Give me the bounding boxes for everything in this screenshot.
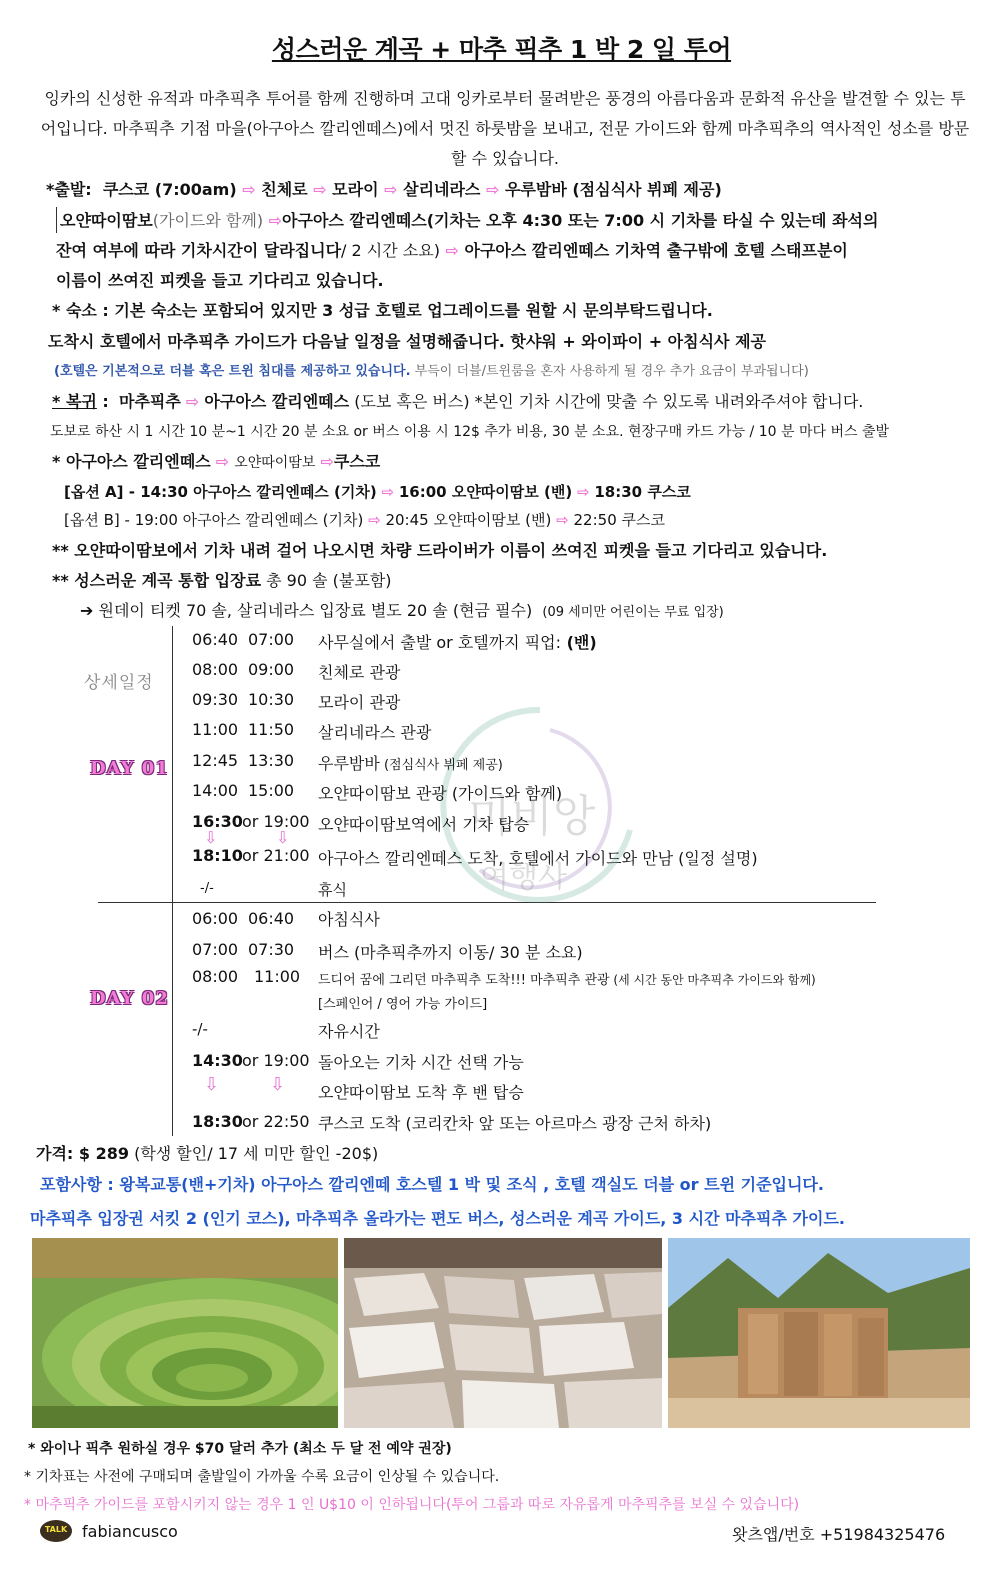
kakao-badge-text: TALK [44, 1525, 68, 1534]
route-aguas: * 아구아스 깔리엔떼스 [52, 452, 211, 471]
arrow-right-icon: ⇨ [381, 483, 395, 501]
watermark-text-1: 미비앙 [468, 791, 596, 842]
price-label: 가격: $ 289 [36, 1144, 129, 1163]
entrance-fee-note [52, 568, 392, 591]
arrow-right-icon: ⇨ [368, 511, 381, 529]
arrow-right-icon: ⇨ [384, 180, 398, 199]
down-arrow-icon: ⇩ [204, 1074, 220, 1095]
d1-time-end: 10:30 [248, 690, 295, 709]
watermark-text-2: 여행사 [480, 860, 567, 895]
d2-time-end: 07:30 [248, 940, 295, 959]
salineras-photo [344, 1238, 662, 1428]
train-note: 아구아스 깔리엔떼스(기차는 오후 4:30 또는 7:00 시 기차를 타실 수 있는데 좌석의 [282, 211, 879, 230]
d2-desc [318, 969, 816, 988]
schedule-title: 상세일정 [84, 673, 154, 693]
lodging-line-1: * 숙소 : 기본 숙소는 포함되어 있지만 3 성급 호텔로 업그레이드를 원할 시 문의부탁드립니다. [52, 301, 713, 320]
guide-discount-note: * 마추픽추 가이드를 포함시키지 않는 경우 1 인 U$10 이 인하됩니다(투어 그룹과 따로 자유롭게 마추픽추를 보실 수 있습니다) [24, 1497, 800, 1513]
option-a-leg-3: 18:30 쿠스코 [594, 483, 691, 501]
included-line-1: 포함사항 : 왕복교통(밴+기차) 아구아스 깔리엔떼 호스텔 1 박 및 조식 , 호텔 객실도 더블 or 트윈 기준입니다. [40, 1175, 824, 1194]
d1-desc [318, 751, 503, 774]
d2-time-start: 07:00 [192, 940, 239, 959]
schedule-vertical-line [172, 626, 173, 1136]
down-arrow-icon: ⇩ [204, 828, 218, 847]
arrow-right-icon: ⇨ [185, 392, 200, 411]
price-discount: (학생 할인/ 17 세 미만 할인 -20$) [128, 1144, 379, 1163]
arrow-bold-right-icon: ➔ [80, 601, 94, 620]
route-ollanta: 오얀따이땀보 [234, 455, 316, 471]
d2-desc-small: (세 시간 동안 마추픽추 가이드와 함께) [609, 973, 816, 987]
return-label: * 복귀 [52, 392, 97, 411]
d1-time-start: 16:30 [192, 812, 243, 831]
arrow-right-icon: ⇨ [556, 511, 569, 529]
ticket-price-note: 원데이 티켓 70 솔, 살리네라스 입장료 별도 20 솔 (현금 필수) [98, 601, 533, 620]
arrow-right-icon: ⇨ [215, 452, 230, 471]
d2-time-start: -/- [192, 1020, 208, 1038]
arrow-right-icon: ⇨ [576, 483, 590, 501]
train-time-note: 잔여 여부에 따라 기차시간이 달라집니다 [56, 241, 342, 260]
d2-desc: 버스 (마추픽추까지 이동/ 30 분 소요) [318, 943, 583, 962]
arrow-right-icon: ⇨ [320, 452, 334, 471]
day-01-badge: DAY 01 [90, 758, 169, 779]
d1-desc: 오얀따이땀보역에서 기차 탑승 [318, 815, 530, 834]
d2-desc: 자유시간 [318, 1022, 380, 1041]
option-b [64, 509, 665, 530]
departure-line-2 [60, 208, 878, 231]
d2-time-end: or 19:00 [242, 1051, 310, 1070]
return-line-1 [52, 389, 863, 412]
d1-desc [318, 630, 597, 653]
option-a [64, 481, 691, 502]
departure-line-1 [46, 177, 722, 200]
d1-desc-small: (점심식사 뷔페 제공) [379, 758, 503, 773]
hotel-staff-note: 아구아스 깔리엔떼스 기차역 출구밖에 호텔 스태프분이 [464, 241, 848, 260]
d2-desc: 아침식사 [318, 910, 380, 929]
d1-desc: 오얀따이땀보 관광 (가이드와 함께) [318, 784, 563, 803]
child-free-note: (09 세미만 어린이는 무료 입장) [542, 605, 724, 620]
d1-time-start: 06:40 [192, 630, 239, 649]
whatsapp-number: 왓츠앱/번호 +51984325476 [732, 1525, 946, 1544]
option-b-leg-1: [옵션 B] - 19:00 아구아스 깔리엔떼스 (기차) [64, 511, 364, 529]
return-colon: : [96, 392, 109, 411]
guide-note: (가이드와 함께) [152, 211, 264, 230]
lodging-line-2: 도착시 호텔에서 마추픽추 가이드가 다음날 일정을 설명해줍니다. 핫샤워 + 와이파이 + 아침식사 제공 [48, 332, 766, 351]
stop-moray: 모라이 [332, 180, 379, 199]
route-cusco: 쿠스코 [333, 452, 381, 471]
d2-desc-sub: [스페인어 / 영어 가능 가이드] [318, 997, 488, 1012]
entrance-fee-label: ** 성스러운 계곡 통합 입장료 [52, 571, 262, 590]
option-b-leg-3: 22:50 쿠스코 [573, 511, 665, 529]
option-a-leg-1: [옵션 A] - 14:30 아구아스 깔리엔떼스 (기차) [64, 483, 377, 501]
return-tail: (도보 혹은 버스) *본인 기차 시간에 맞출 수 있도록 내려와주셔야 합니다. [349, 392, 864, 411]
departure-label: *출발: [46, 180, 92, 199]
intro-paragraph: 잉카의 신성한 유적과 마추픽추 투어를 함께 진행하며 고대 잉카로부터 물려받은 풍경의 아름다움과 문화적 유산을 발견할 수 있는 투어입니다. 마추픽추 기점 마을(아구아스 깔리엔떼스)에서 멋진 하룻밤을 보내고, 전문 가이드와 함께 마추픽추의 역사적인 성소를 방문할 수 있습니다. [40, 89, 970, 168]
d2-desc: 쿠스코 도착 (코리칸차 앞 또는 아르마스 광장 근처 하차) [318, 1114, 712, 1133]
train-ticket-note: * 기차표는 사전에 구매되며 출발일이 가까울 수록 요금이 인상될 수 있습니다. [24, 1469, 500, 1485]
d2-time-end: 06:40 [248, 909, 295, 928]
d1-time-start: -/- [200, 881, 214, 896]
d1-time-end: or 21:00 [242, 846, 310, 865]
lodging-note-gray: 부득이 더블/트윈룸을 혼자 사용하게 될 경우 추가 요금이 부과됩니다) [410, 364, 809, 379]
departure-line-3 [56, 238, 848, 261]
arrow-right-icon: ⇨ [485, 180, 500, 199]
arrow-right-icon: ⇨ [242, 180, 256, 199]
arrow-right-icon: ⇨ [268, 211, 283, 230]
down-arrow-icon: ⇩ [276, 828, 290, 847]
d1-desc: 친체로 관광 [318, 663, 401, 682]
arrow-right-icon: ⇨ [313, 180, 327, 199]
d1-time-end: 11:50 [248, 720, 295, 739]
d1-desc-extra: (밴) [561, 633, 597, 652]
departure-line-4: 이름이 쓰여진 피켓을 들고 기다리고 있습니다. [56, 271, 384, 290]
d1-time-end: 15:00 [248, 781, 295, 800]
d1-time-end: 07:00 [248, 630, 295, 649]
stop-salineras: 살리네라스 [403, 180, 481, 199]
stop-aguas-calientes: 아구아스 깔리엔떼스 [204, 392, 350, 411]
d2-time-start: 14:30 [192, 1051, 243, 1070]
ticket-note [80, 598, 724, 621]
cursor-line [56, 207, 57, 233]
stop-cusco: 쿠스코 (7:00am) [102, 180, 237, 199]
d2-desc: 오얀따이땀보 도착 후 밴 탑승 [318, 1083, 524, 1102]
d1-time-start: 08:00 [192, 660, 239, 679]
down-arrow-icon: ⇩ [270, 1074, 286, 1095]
day-02-badge: DAY 02 [90, 988, 169, 1009]
d2-time-start: 06:00 [192, 909, 239, 928]
d1-desc-text: 사무실에서 출발 or 호텔까지 픽업: [318, 633, 562, 652]
d1-desc: 모라이 관광 [318, 693, 401, 712]
price-line [36, 1141, 378, 1164]
duration-note: / 2 시간 소요) [341, 241, 440, 260]
lodging-note [54, 360, 809, 379]
d1-time-start: 18:10 [192, 846, 243, 865]
d1-time-start: 11:00 [192, 720, 239, 739]
d1-desc: 살리네라스 관광 [318, 723, 432, 742]
stop-urubamba: 우루밤바 (점심식사 뷔페 제공) [504, 180, 722, 199]
included-line-2: 마추픽추 입장권 서킷 2 (인기 코스), 마추픽추 올라가는 편도 버스, 성스러운 계곡 가이드, 3 시간 마추픽추 가이드. [30, 1209, 845, 1228]
d1-desc: 아구아스 깔리엔떼스 도착, 호텔에서 가이드와 만남 (일정 설명) [318, 849, 758, 868]
ollantaytambo-photo [668, 1238, 970, 1428]
d2-time-end: 11:00 [254, 967, 301, 986]
option-b-leg-2: 20:45 오얀따이땀보 (밴) [385, 511, 552, 529]
walk-note: 도보로 하산 시 1 시간 10 분~1 시간 20 분 소요 or 버스 이용 시 12$ 추가 비용, 30 분 소요. 현장구매 카드 가능 / 10 분 마다 버스 출발 [50, 424, 889, 440]
arrow-right-icon: ⇨ [445, 241, 459, 260]
wayna-picchu-note: * 와이나 픽추 원하실 경우 $70 달러 추가 (최소 두 달 전 예약 권장) [28, 1441, 452, 1457]
route-line [52, 449, 380, 472]
d2-desc-text: 드디어 꿈에 그리던 마추픽추 도착!!! 마추픽추 관광 [318, 973, 610, 988]
page-title: 성스러운 계곡 + 마추 픽추 1 박 2 일 투어 [271, 35, 732, 64]
d1-time-end: 13:30 [248, 751, 295, 770]
stop-ollantaytambo: 오얀따이땀보 [60, 211, 153, 230]
d2-time-end: or 22:50 [242, 1112, 310, 1131]
d1-time-start: 14:00 [192, 781, 239, 800]
driver-note: ** 오얀따이땀보에서 기차 내려 걸어 나오시면 차량 드라이버가 이름이 쓰여진 피켓을 들고 기다리고 있습니다. [52, 541, 828, 560]
entrance-fee-amount: 총 90 솔 (불포함) [261, 571, 392, 590]
d1-desc-text: 우루밤바 [318, 754, 380, 773]
d1-time-start: 09:30 [192, 690, 239, 709]
lodging-note-blue: (호텔은 기본적으로 더블 혹은 트윈 침대를 제공하고 있습니다. [54, 364, 411, 379]
d1-time-start: 12:45 [192, 751, 239, 770]
moray-terraces-photo [32, 1238, 338, 1428]
stop-chinchero: 친체로 [261, 180, 308, 199]
d1-desc: 휴식 [318, 881, 347, 899]
d1-time-end: 09:00 [248, 660, 295, 679]
option-a-leg-2: 16:00 오얀따이땀보 (밴) [398, 483, 573, 501]
stop-machupicchu: 마추픽추 [119, 392, 181, 411]
d2-desc: 돌아오는 기차 시간 선택 가능 [318, 1053, 524, 1072]
kakao-talk-icon [40, 1520, 72, 1542]
d1-time-end: or 19:00 [242, 812, 310, 831]
d2-time-start: 08:00 [192, 967, 239, 986]
kakao-id: fabiancusco [82, 1522, 178, 1541]
d2-time-start: 18:30 [192, 1112, 243, 1131]
